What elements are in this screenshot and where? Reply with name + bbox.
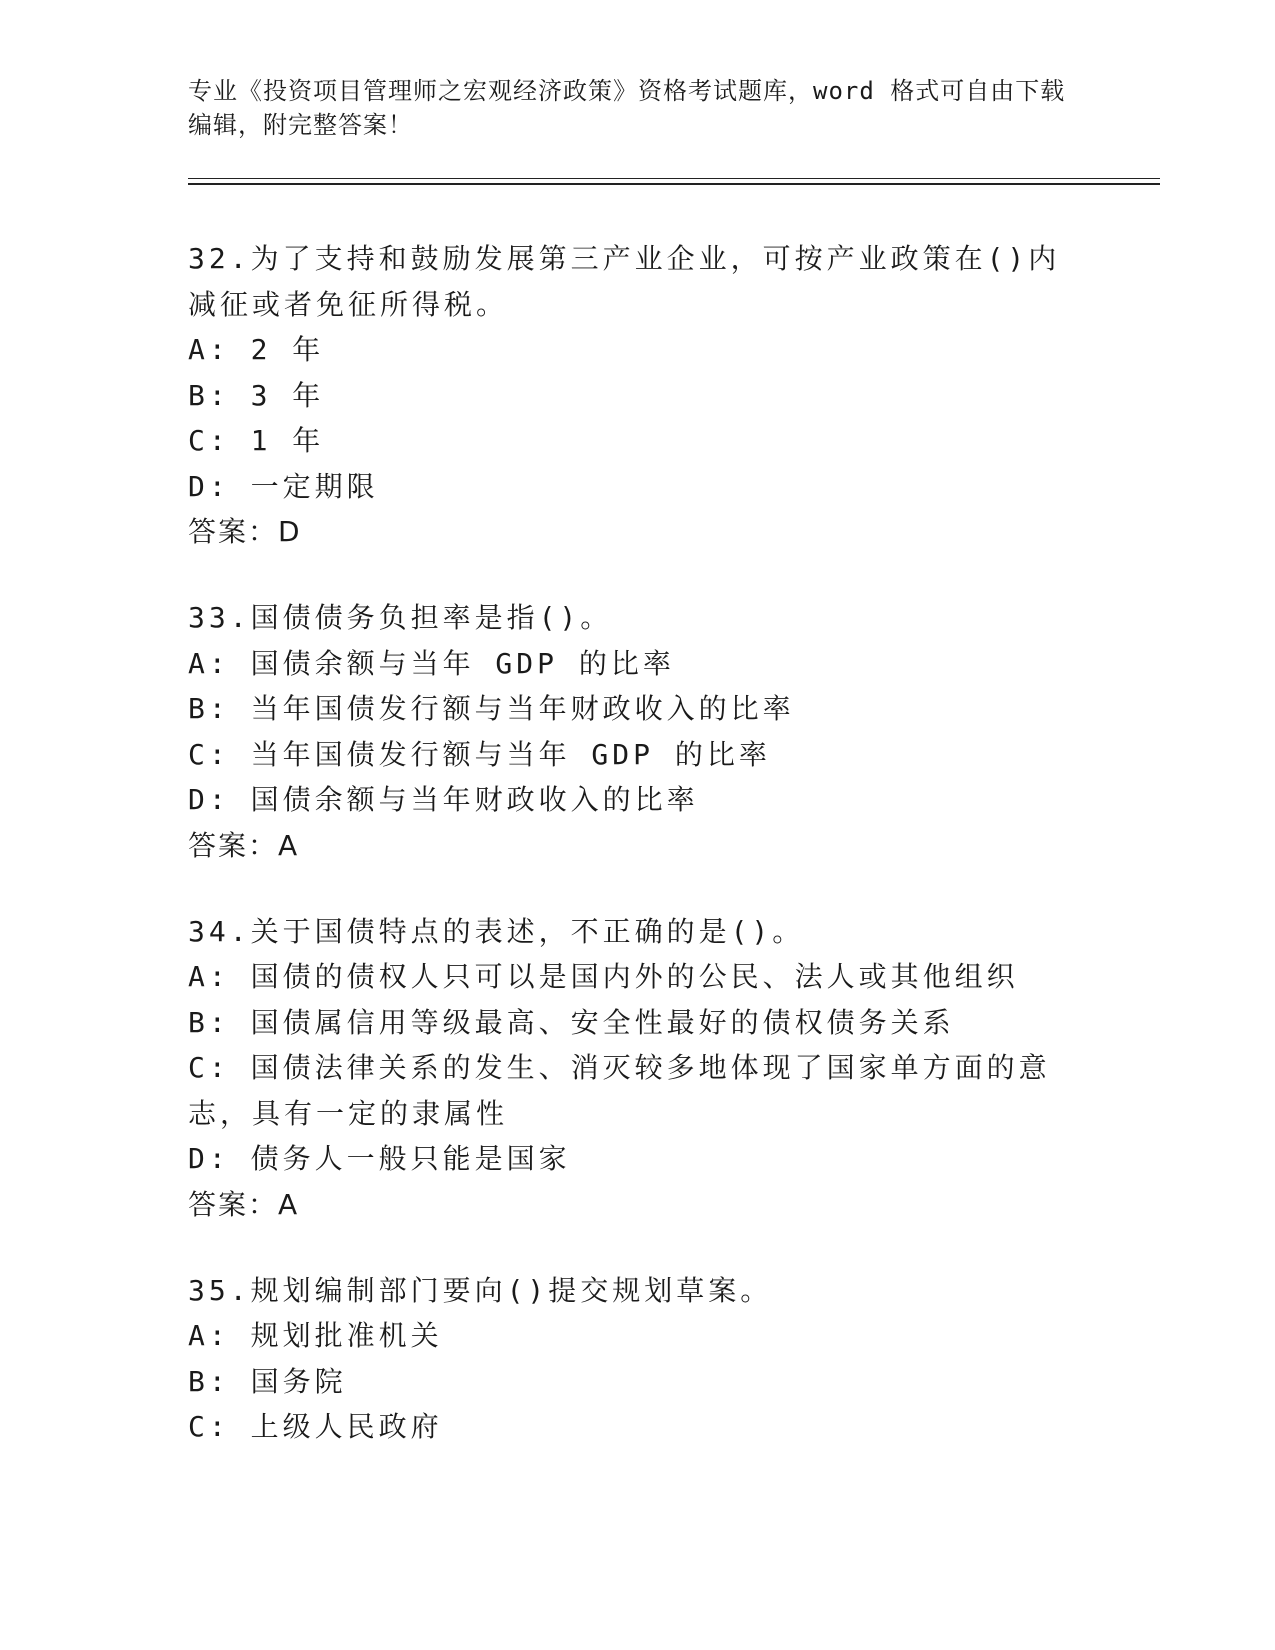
option-c: C: 国债法律关系的发生、消灭较多地体现了国家单方面的意志，具有一定的隶属性	[188, 1051, 1051, 1130]
question-34	[188, 909, 1088, 1228]
question-stem: 33.国债债务负担率是指()。	[188, 601, 613, 634]
question-35	[188, 1268, 1088, 1450]
question-33	[188, 595, 1088, 869]
question-stem: 35.规划编制部门要向()提交规划草案。	[188, 1273, 773, 1307]
option-c: C: 1 年	[188, 424, 325, 457]
answer: 答案：A	[188, 828, 300, 862]
option-b: B: 当年国债发行额与当年财政收入的比率	[188, 692, 795, 725]
option-d: D: 债务人一般只能是国家	[188, 1142, 571, 1175]
document-header: 专业《投资项目管理师之宏观经济政策》资格考试题库，word 格式可自由下载编辑，附完整答案！	[188, 77, 1066, 139]
option-d: D: 国债余额与当年财政收入的比率	[188, 783, 699, 816]
option-b: B: 国债属信用等级最高、安全性最好的债权债务关系	[188, 1005, 955, 1039]
answer: 答案：A	[188, 1187, 300, 1221]
option-c: C: 上级人民政府	[188, 1410, 443, 1443]
option-d: D: 一定期限	[188, 469, 379, 503]
question-stem: 32.为了支持和鼓励发展第三产业企业，可按产业政策在()内减征或者免征所得税。	[188, 242, 1061, 321]
header-divider-thin	[188, 178, 1160, 179]
option-a: A: 国债余额与当年 GDP 的比率	[188, 646, 675, 680]
option-b: B: 3 年	[188, 378, 325, 412]
answer: 答案：D	[188, 515, 302, 548]
option-b: B: 国务院	[188, 1364, 347, 1398]
option-c: C: 当年国债发行额与当年 GDP 的比率	[188, 737, 771, 771]
option-a: A: 国债的债权人只可以是国内外的公民、法人或其他组织	[188, 960, 1019, 993]
question-32	[188, 236, 1088, 555]
header-divider-thick	[188, 183, 1160, 185]
question-stem: 34.关于国债特点的表述，不正确的是()。	[188, 914, 805, 948]
option-a: A: 2 年	[188, 333, 325, 366]
question-list	[188, 236, 1088, 1490]
option-a: A: 规划批准机关	[188, 1319, 443, 1352]
